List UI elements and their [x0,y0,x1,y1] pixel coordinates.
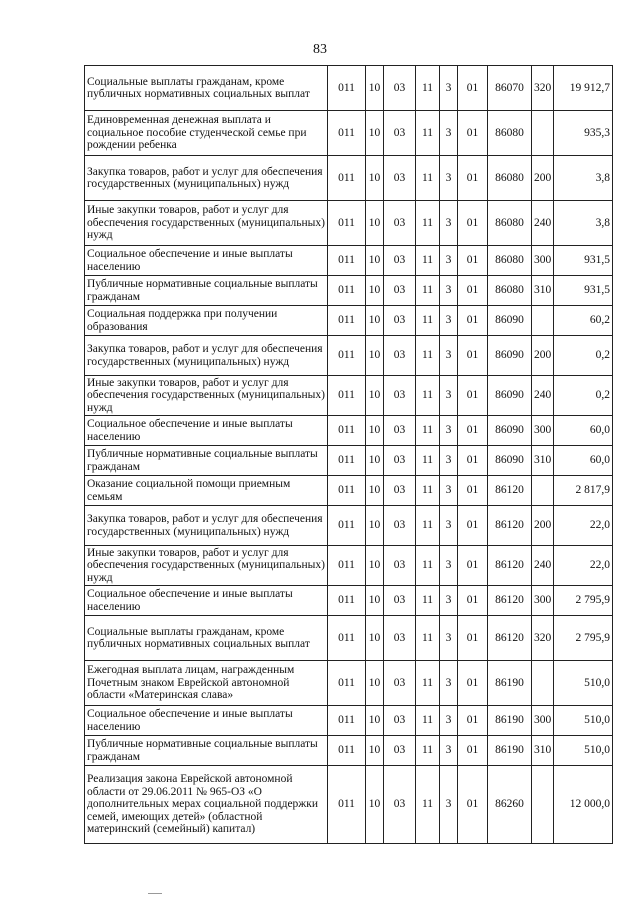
code-gr: 011 [328,66,366,111]
expense-name: Закупка товаров, работ и услуг для обеспечения государственных (муниципальных) нужд [85,156,328,201]
code-program: 11 [416,586,440,616]
expense-name: Единовременная денежная выплата и социальное пособие студенческой семье при рождении ребенка [85,111,328,156]
expense-name: Социальные выплаты гражданам, кроме публичных нормативных социальных выплат [85,616,328,661]
code-vr: 300 [532,586,554,616]
table-row [85,586,613,616]
table-row [85,476,613,506]
table-row [85,276,613,306]
table-row [85,66,613,111]
code-main-activity: 01 [458,766,488,844]
code-gr: 011 [328,336,366,376]
amount: 510,0 [554,706,613,736]
code-direction: 86120 [488,476,532,506]
code-main-activity: 01 [458,376,488,416]
code-program: 11 [416,201,440,246]
amount: 60,2 [554,306,613,336]
code-gr: 011 [328,246,366,276]
code-pr: 03 [384,706,416,736]
expense-name: Реализация закона Еврейской автономной области от 29.06.2011 № 965-ОЗ «О дополнительных мерах социальной поддержки семей, имеющих детей» (областной материнский (семейный) капитал) [85,766,328,844]
amount: 510,0 [554,736,613,766]
amount: 931,5 [554,246,613,276]
page-edge-mark [148,893,162,894]
code-vr: 310 [532,736,554,766]
table-row [85,446,613,476]
code-program: 11 [416,476,440,506]
expense-name: Социальное обеспечение и иные выплаты населению [85,706,328,736]
code-pr: 03 [384,306,416,336]
expense-name: Закупка товаров, работ и услуг для обеспечения государственных (муниципальных) нужд [85,506,328,546]
code-subprogram: 3 [440,766,458,844]
code-rz: 10 [366,416,384,446]
code-main-activity: 01 [458,156,488,201]
code-pr: 03 [384,66,416,111]
code-direction: 86080 [488,156,532,201]
table-row [85,306,613,336]
code-rz: 10 [366,476,384,506]
amount: 2 795,9 [554,616,613,661]
code-rz: 10 [366,661,384,706]
code-rz: 10 [366,336,384,376]
code-main-activity: 01 [458,66,488,111]
code-main-activity: 01 [458,546,488,586]
code-gr: 011 [328,661,366,706]
code-subprogram: 3 [440,246,458,276]
code-subprogram: 3 [440,111,458,156]
code-pr: 03 [384,276,416,306]
amount: 22,0 [554,546,613,586]
code-vr [532,766,554,844]
code-vr: 300 [532,706,554,736]
table-row [85,416,613,446]
code-gr: 011 [328,616,366,661]
code-pr: 03 [384,546,416,586]
code-vr: 240 [532,201,554,246]
code-vr: 310 [532,446,554,476]
code-direction: 86080 [488,246,532,276]
code-direction: 86080 [488,276,532,306]
code-subprogram: 3 [440,476,458,506]
expense-name: Публичные нормативные социальные выплаты гражданам [85,736,328,766]
code-rz: 10 [366,66,384,111]
code-gr: 011 [328,586,366,616]
code-main-activity: 01 [458,476,488,506]
code-gr: 011 [328,546,366,586]
code-vr [532,476,554,506]
code-gr: 011 [328,446,366,476]
code-gr: 011 [328,111,366,156]
code-main-activity: 01 [458,706,488,736]
expense-name: Закупка товаров, работ и услуг для обеспечения государственных (муниципальных) нужд [85,336,328,376]
amount: 3,8 [554,201,613,246]
code-program: 11 [416,156,440,201]
code-main-activity: 01 [458,416,488,446]
amount: 935,3 [554,111,613,156]
code-gr: 011 [328,506,366,546]
code-rz: 10 [366,616,384,661]
code-main-activity: 01 [458,336,488,376]
code-rz: 10 [366,376,384,416]
code-main-activity: 01 [458,111,488,156]
code-vr: 320 [532,66,554,111]
code-vr: 300 [532,246,554,276]
code-subprogram: 3 [440,506,458,546]
expense-name: Иные закупки товаров, работ и услуг для обеспечения государственных (муниципальных) нужд [85,546,328,586]
amount: 2 817,9 [554,476,613,506]
code-vr: 310 [532,276,554,306]
code-direction: 86070 [488,66,532,111]
code-main-activity: 01 [458,306,488,336]
code-rz: 10 [366,506,384,546]
code-direction: 86120 [488,616,532,661]
code-vr: 240 [532,546,554,586]
code-pr: 03 [384,201,416,246]
code-program: 11 [416,336,440,376]
code-program: 11 [416,616,440,661]
amount: 0,2 [554,336,613,376]
code-pr: 03 [384,376,416,416]
code-gr: 011 [328,736,366,766]
code-gr: 011 [328,156,366,201]
code-main-activity: 01 [458,736,488,766]
table-row [85,156,613,201]
code-rz: 10 [366,706,384,736]
code-direction: 86090 [488,416,532,446]
code-pr: 03 [384,416,416,446]
code-pr: 03 [384,506,416,546]
code-program: 11 [416,306,440,336]
expense-name: Оказание социальной помощи приемным семьям [85,476,328,506]
code-program: 11 [416,111,440,156]
expense-name: Иные закупки товаров, работ и услуг для обеспечения государственных (муниципальных) нужд [85,376,328,416]
code-main-activity: 01 [458,616,488,661]
amount: 60,0 [554,446,613,476]
code-main-activity: 01 [458,246,488,276]
code-subprogram: 3 [440,416,458,446]
code-program: 11 [416,766,440,844]
code-main-activity: 01 [458,661,488,706]
code-gr: 011 [328,376,366,416]
amount: 0,2 [554,376,613,416]
table-row [85,376,613,416]
code-direction: 86190 [488,736,532,766]
code-gr: 011 [328,276,366,306]
code-pr: 03 [384,476,416,506]
budget-table [84,65,613,844]
code-vr: 240 [532,376,554,416]
expense-name: Ежегодная выплата лицам, награжденным Почетным знаком Еврейской автономной области «Материнская слава» [85,661,328,706]
code-main-activity: 01 [458,446,488,476]
code-subprogram: 3 [440,66,458,111]
code-vr: 200 [532,336,554,376]
expense-name: Социальное обеспечение и иные выплаты населению [85,416,328,446]
code-program: 11 [416,446,440,476]
code-direction: 86260 [488,766,532,844]
table-row [85,111,613,156]
table-row [85,546,613,586]
code-subprogram: 3 [440,156,458,201]
code-program: 11 [416,276,440,306]
table-row [85,661,613,706]
code-main-activity: 01 [458,586,488,616]
code-subprogram: 3 [440,736,458,766]
code-main-activity: 01 [458,276,488,306]
code-rz: 10 [366,546,384,586]
expense-name: Социальное обеспечение и иные выплаты населению [85,586,328,616]
code-subprogram: 3 [440,336,458,376]
code-gr: 011 [328,306,366,336]
code-pr: 03 [384,336,416,376]
table-row [85,201,613,246]
code-program: 11 [416,66,440,111]
code-main-activity: 01 [458,201,488,246]
code-rz: 10 [366,766,384,844]
code-subprogram: 3 [440,306,458,336]
expense-name: Социальные выплаты гражданам, кроме публичных нормативных социальных выплат [85,66,328,111]
code-program: 11 [416,706,440,736]
table-row [85,766,613,844]
code-direction: 86080 [488,201,532,246]
code-subprogram: 3 [440,446,458,476]
code-vr [532,111,554,156]
code-gr: 011 [328,416,366,446]
code-pr: 03 [384,156,416,201]
code-rz: 10 [366,156,384,201]
code-direction: 86190 [488,661,532,706]
code-subprogram: 3 [440,376,458,416]
code-rz: 10 [366,736,384,766]
code-rz: 10 [366,201,384,246]
code-subprogram: 3 [440,586,458,616]
code-direction: 86120 [488,506,532,546]
amount: 12 000,0 [554,766,613,844]
code-vr: 200 [532,156,554,201]
code-vr [532,661,554,706]
amount: 19 912,7 [554,66,613,111]
code-program: 11 [416,506,440,546]
code-pr: 03 [384,766,416,844]
code-pr: 03 [384,586,416,616]
table-row [85,706,613,736]
code-direction: 86190 [488,706,532,736]
code-direction: 86090 [488,376,532,416]
code-direction: 86090 [488,336,532,376]
amount: 3,8 [554,156,613,201]
code-vr: 200 [532,506,554,546]
code-gr: 011 [328,766,366,844]
expense-name: Социальная поддержка при получении образования [85,306,328,336]
expense-name: Публичные нормативные социальные выплаты гражданам [85,276,328,306]
amount: 2 795,9 [554,586,613,616]
code-rz: 10 [366,111,384,156]
code-direction: 86120 [488,586,532,616]
expense-name: Публичные нормативные социальные выплаты гражданам [85,446,328,476]
expense-name: Иные закупки товаров, работ и услуг для обеспечения государственных (муниципальных) нужд [85,201,328,246]
code-pr: 03 [384,661,416,706]
code-rz: 10 [366,446,384,476]
code-subprogram: 3 [440,201,458,246]
code-gr: 011 [328,476,366,506]
code-subprogram: 3 [440,706,458,736]
code-subprogram: 3 [440,546,458,586]
code-program: 11 [416,376,440,416]
table-row [85,506,613,546]
amount: 22,0 [554,506,613,546]
amount: 510,0 [554,661,613,706]
amount: 60,0 [554,416,613,446]
code-subprogram: 3 [440,616,458,661]
code-direction: 86120 [488,546,532,586]
expense-name: Социальное обеспечение и иные выплаты населению [85,246,328,276]
code-program: 11 [416,546,440,586]
page-number: 83 [313,42,327,57]
code-direction: 86090 [488,446,532,476]
table-row [85,336,613,376]
code-rz: 10 [366,276,384,306]
code-direction: 86090 [488,306,532,336]
code-main-activity: 01 [458,506,488,546]
code-program: 11 [416,661,440,706]
code-gr: 011 [328,201,366,246]
code-subprogram: 3 [440,276,458,306]
table-row [85,246,613,276]
code-subprogram: 3 [440,661,458,706]
code-program: 11 [416,736,440,766]
table-row [85,736,613,766]
code-gr: 011 [328,706,366,736]
code-pr: 03 [384,616,416,661]
code-rz: 10 [366,246,384,276]
code-direction: 86080 [488,111,532,156]
code-pr: 03 [384,246,416,276]
code-vr: 320 [532,616,554,661]
code-pr: 03 [384,736,416,766]
code-vr: 300 [532,416,554,446]
code-rz: 10 [366,306,384,336]
amount: 931,5 [554,276,613,306]
code-rz: 10 [366,586,384,616]
code-program: 11 [416,246,440,276]
code-vr [532,306,554,336]
code-pr: 03 [384,111,416,156]
code-program: 11 [416,416,440,446]
code-pr: 03 [384,446,416,476]
table-row [85,616,613,661]
